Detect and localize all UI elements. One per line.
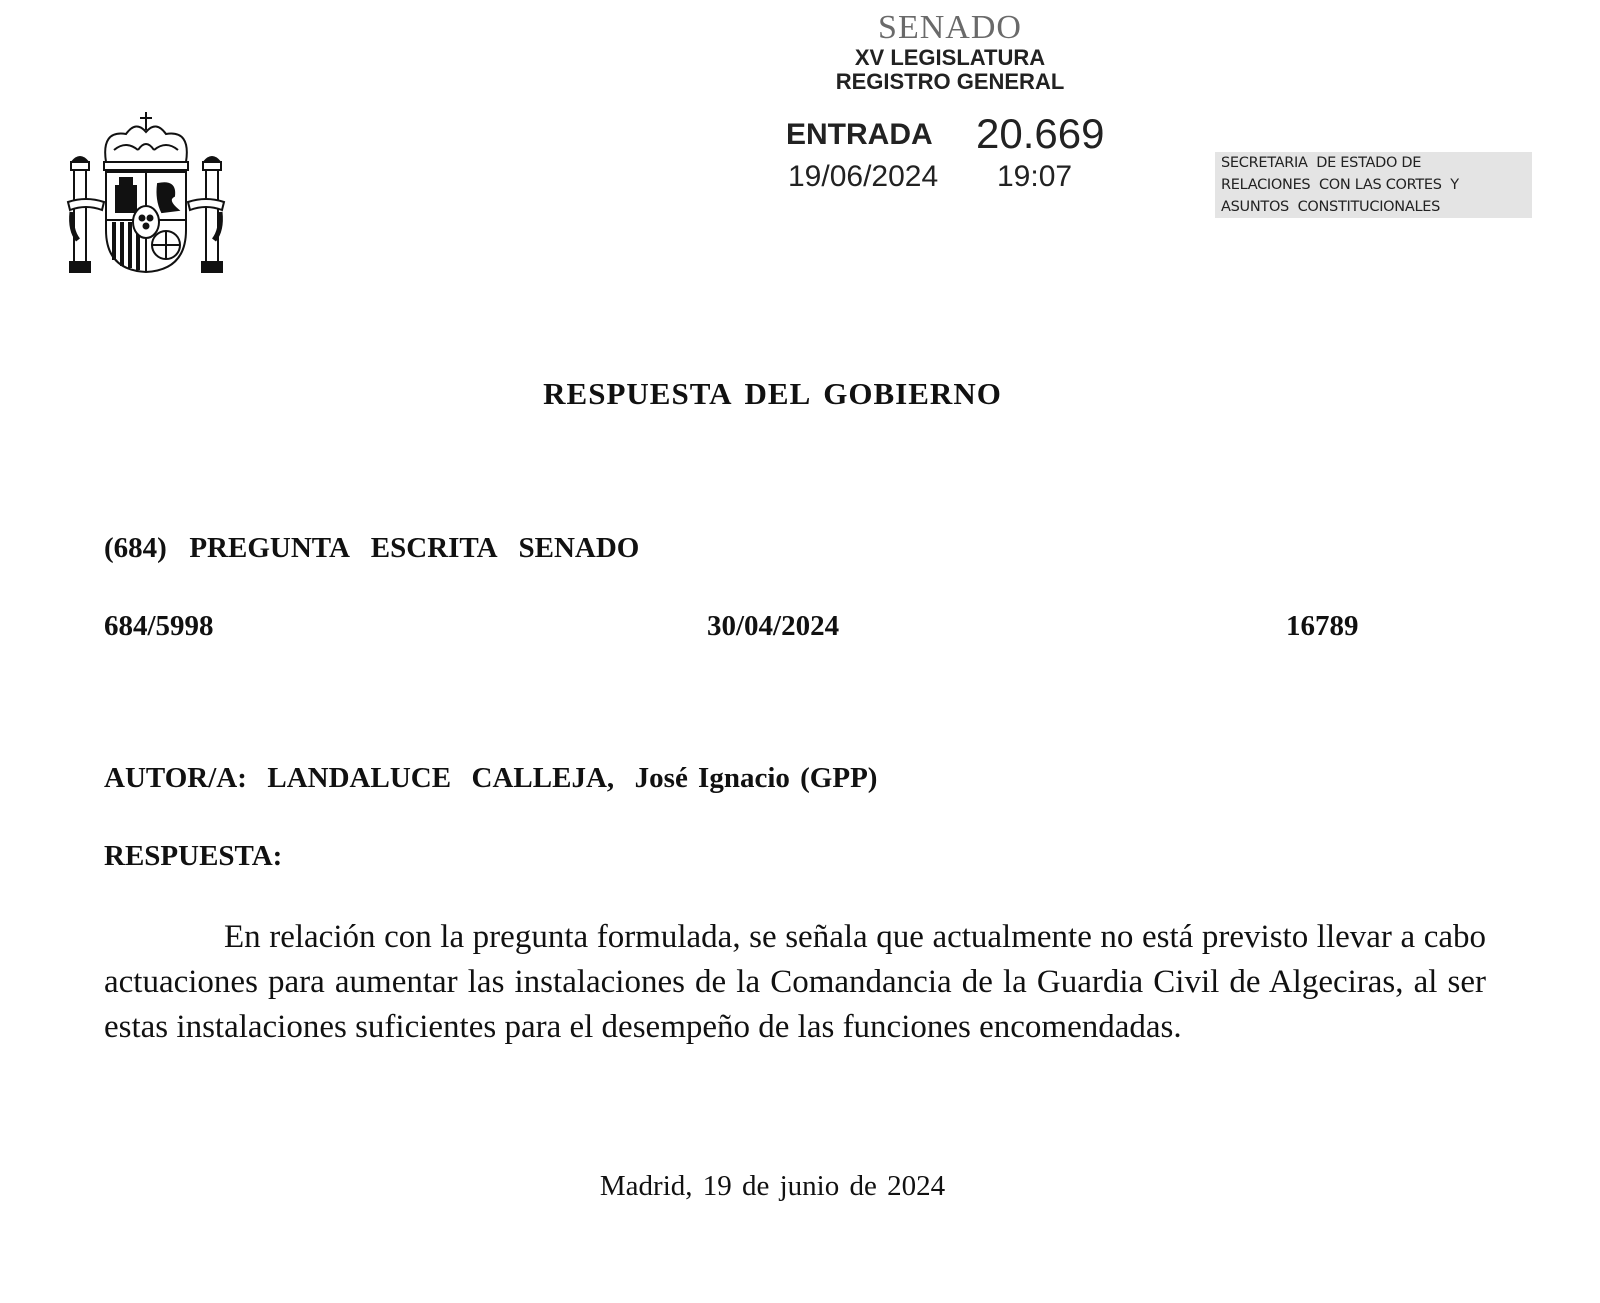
response-label: RESPUESTA: bbox=[104, 840, 283, 872]
question-date: 30/04/2024 bbox=[707, 610, 840, 642]
stamp-entry-label: ENTRADA bbox=[786, 118, 933, 151]
author-line: AUTOR/A: LANDALUCE CALLEJA, José Ignacio (GPP) bbox=[104, 762, 878, 794]
question-type: (684) PREGUNTA ESCRITA SENADO bbox=[104, 532, 640, 564]
question-number: 16789 bbox=[1286, 610, 1359, 642]
senate-registry-stamp bbox=[770, 9, 1130, 193]
stamp-entry-number: 20.669 bbox=[976, 110, 1105, 157]
response-paragraph bbox=[104, 915, 1486, 1050]
secretaria-line: ASUNTOS CONSTITUCIONALES bbox=[1221, 199, 1440, 215]
stamp-registry: REGISTRO GENERAL bbox=[835, 69, 1065, 94]
stamp-institution: SENADO bbox=[878, 9, 1022, 46]
stamp-date: 19/06/2024 bbox=[788, 160, 939, 193]
secretaria-stamp-box bbox=[1215, 152, 1532, 218]
spain-coat-of-arms-icon bbox=[66, 110, 226, 280]
response-text: En relación con la pregunta formulada, se señala que actualmente no está previsto llevar a cabo actuaciones para aumentar las instalaciones de la Comandancia de la Guardia Civil de Algeciras, al ser estas instalaciones suficientes para el desempeño de las funciones encomendadas. bbox=[104, 919, 1486, 1045]
signature-line: Madrid, 19 de junio de 2024 bbox=[599, 1170, 946, 1202]
secretaria-line: SECRETARIA DE ESTADO DE bbox=[1221, 155, 1422, 171]
document-title: RESPUESTA DEL GOBIERNO bbox=[543, 376, 1002, 411]
secretaria-line: RELACIONES CON LAS CORTES Y bbox=[1221, 177, 1459, 193]
stamp-time: 19:07 bbox=[997, 160, 1073, 193]
question-reference: 684/5998 bbox=[104, 610, 214, 642]
stamp-legislature: XV LEGISLATURA bbox=[854, 45, 1046, 70]
